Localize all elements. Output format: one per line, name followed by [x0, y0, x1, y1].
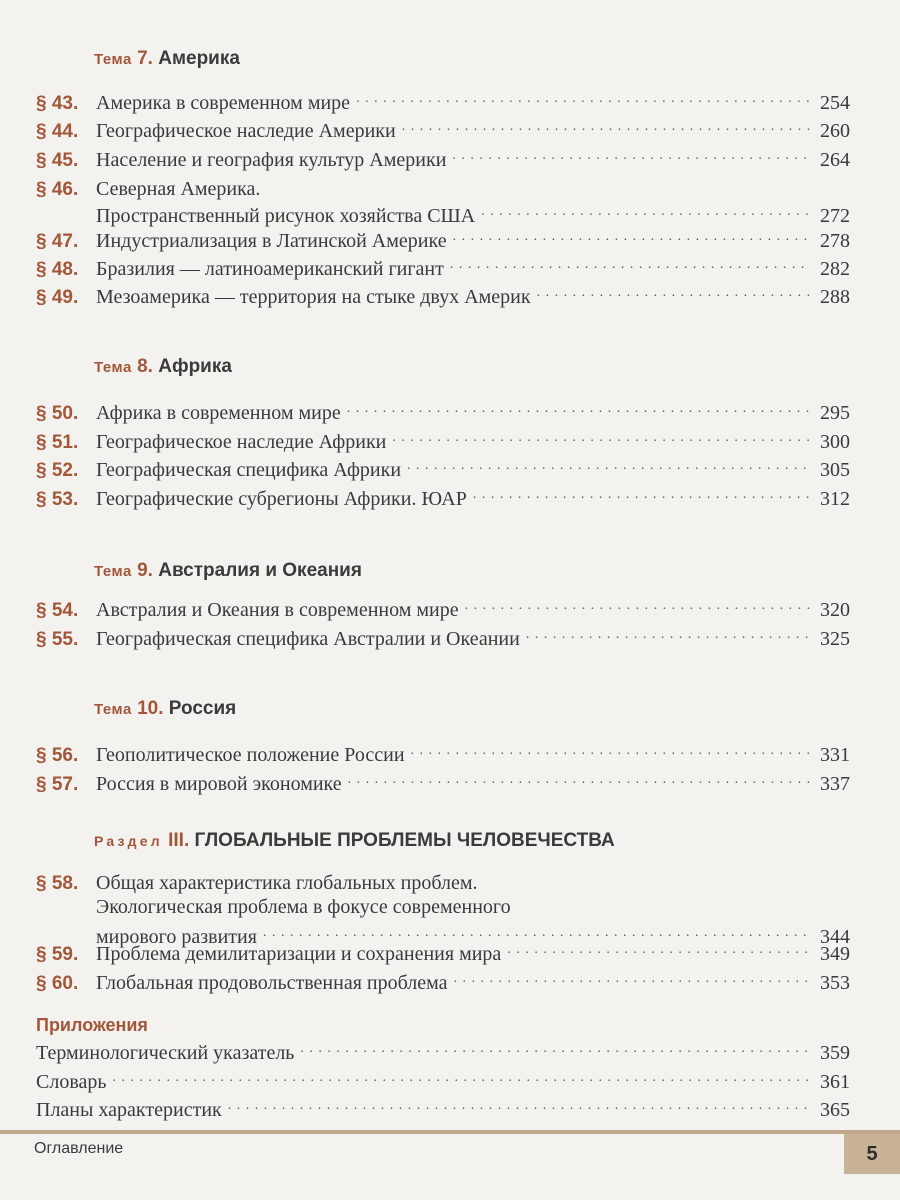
toc-entry[interactable]: [36, 176, 850, 230]
section-heading: [94, 830, 615, 852]
toc-entry[interactable]: [36, 941, 850, 968]
footer-title: Оглавление: [34, 1140, 124, 1157]
dot-leader: [481, 203, 810, 230]
entry-title: Население и география культур Америки: [96, 149, 447, 171]
section-number: III.: [168, 830, 190, 851]
page-number: 260: [820, 120, 850, 142]
page-number: 361: [820, 1071, 850, 1093]
paragraph-number: § 55.: [36, 629, 79, 650]
toc-entry[interactable]: [36, 457, 850, 484]
entry-title: Географическое наследие Африки: [96, 431, 387, 453]
paragraph-number: § 56.: [36, 745, 79, 766]
page-number: 337: [820, 773, 850, 795]
topic-number: 7.: [137, 48, 153, 69]
entry-title: Геополитическое положение России: [96, 744, 405, 766]
dot-leader: [411, 742, 810, 769]
topic-label: Тема: [94, 51, 132, 68]
section-label: Раздел: [94, 833, 163, 849]
entry-title: Терминологический указатель: [36, 1042, 295, 1064]
dot-leader: [453, 228, 810, 255]
paragraph-number: § 47.: [36, 231, 79, 252]
toc-entry[interactable]: [36, 118, 850, 145]
toc-entry[interactable]: [36, 147, 850, 174]
page-number: 305: [820, 459, 850, 481]
paragraph-number: § 49.: [36, 287, 79, 308]
topic-heading: [94, 698, 236, 720]
entry-title-line1: Северная Америка.: [96, 178, 261, 200]
page-number: 300: [820, 431, 850, 453]
page-number: 295: [820, 402, 850, 424]
paragraph-number: § 51.: [36, 432, 79, 453]
footer-rule: [0, 1130, 900, 1134]
page-number: 288: [820, 286, 850, 308]
paragraph-number: § 44.: [36, 121, 79, 142]
page-number: 359: [820, 1042, 850, 1064]
dot-leader: [465, 597, 810, 624]
entry-title: Географическая специфика Африки: [96, 459, 402, 481]
page-number: 353: [820, 972, 850, 994]
entry-title: Америка в современном мире: [96, 92, 351, 114]
appendix-heading: Приложения: [36, 1015, 148, 1035]
page-number: 325: [820, 628, 850, 650]
dot-leader: [347, 400, 810, 427]
toc-entry[interactable]: [36, 626, 850, 653]
paragraph-number: § 48.: [36, 259, 79, 280]
topic-title: Америка: [158, 48, 240, 69]
dot-leader: [356, 90, 810, 117]
entry-title: Австралия и Океания в современном мире: [96, 599, 459, 621]
page-number: 272: [820, 205, 850, 227]
paragraph-number: § 60.: [36, 973, 79, 994]
footer-page-number: 5: [844, 1134, 900, 1174]
topic-heading: [94, 48, 240, 70]
toc-entry[interactable]: [36, 284, 850, 311]
topic-label: Тема: [94, 359, 132, 376]
entry-title: Глобальная продовольственная проблема: [96, 972, 448, 994]
topic-heading: [94, 560, 362, 582]
section-title: ГЛОБАЛЬНЫЕ ПРОБЛЕМЫ ЧЕЛОВЕЧЕСТВА: [194, 830, 615, 851]
toc-entry[interactable]: [36, 228, 850, 255]
toc-entry[interactable]: [36, 256, 850, 283]
page-number: 282: [820, 258, 850, 280]
dot-leader: [454, 970, 810, 997]
toc-entry[interactable]: [36, 429, 850, 456]
paragraph-number: § 50.: [36, 403, 79, 424]
dot-leader: [407, 457, 810, 484]
toc-entry[interactable]: [36, 1097, 850, 1124]
entry-title: Индустриализация в Латинской Америке: [96, 230, 447, 252]
page-number: 264: [820, 149, 850, 171]
topic-number: 8.: [137, 356, 153, 377]
entry-title: Географические субрегионы Африки. ЮАР: [96, 488, 467, 510]
toc-entry[interactable]: [36, 970, 850, 997]
dot-leader: [507, 941, 810, 968]
paragraph-number: § 59.: [36, 944, 79, 965]
paragraph-number: § 46.: [36, 179, 79, 200]
dot-leader: [537, 284, 810, 311]
toc-entry[interactable]: [36, 1040, 850, 1067]
dot-leader: [526, 626, 810, 653]
dot-leader: [228, 1097, 810, 1124]
toc-entry[interactable]: [36, 597, 850, 624]
dot-leader: [392, 429, 810, 456]
dot-leader: [113, 1069, 811, 1096]
entry-title: Россия в мировой экономике: [96, 773, 342, 795]
entry-title: Проблема демилитаризации и сохранения мира: [96, 943, 502, 965]
entry-title-line1: Общая характеристика глобальных проблем.: [96, 872, 478, 894]
paragraph-number: § 52.: [36, 460, 79, 481]
toc-entry[interactable]: [36, 870, 850, 951]
dot-leader: [300, 1040, 810, 1067]
toc-entry[interactable]: [36, 771, 850, 798]
paragraph-number: § 53.: [36, 489, 79, 510]
entry-title: Мезоамерика — территория на стыке двух Америк: [96, 286, 531, 308]
paragraph-number: § 43.: [36, 93, 79, 114]
page-number: 349: [820, 943, 850, 965]
entry-title: Географическое наследие Америки: [96, 120, 396, 142]
topic-heading: [94, 356, 232, 378]
entry-title: мирового развития: [96, 926, 257, 948]
dot-leader: [402, 118, 810, 145]
entry-title: Пространственный рисунок хозяйства США: [96, 205, 476, 227]
page-number: 344: [820, 926, 850, 948]
topic-title: Австралия и Океания: [158, 560, 362, 581]
entry-title: Африка в современном мире: [96, 402, 341, 424]
toc-entry[interactable]: [36, 1069, 850, 1096]
page-number: 278: [820, 230, 850, 252]
paragraph-number: § 57.: [36, 774, 79, 795]
topic-title: Россия: [168, 698, 237, 719]
toc-entry[interactable]: [36, 486, 850, 513]
entry-title: Планы характеристик: [36, 1099, 222, 1121]
topic-label: Тема: [94, 701, 132, 718]
page-number: 312: [820, 488, 850, 510]
toc-entry[interactable]: [36, 90, 850, 117]
topic-number: 10.: [137, 698, 164, 719]
paragraph-number: § 45.: [36, 150, 79, 171]
page-number: 320: [820, 599, 850, 621]
topic-label: Тема: [94, 563, 132, 580]
entry-title: Бразилия — латиноамериканский гигант: [96, 258, 444, 280]
topic-title: Африка: [158, 356, 232, 377]
dot-leader: [450, 256, 810, 283]
page-number: 254: [820, 92, 850, 114]
toc-entry[interactable]: [36, 742, 850, 769]
dot-leader: [473, 486, 810, 513]
paragraph-number: § 54.: [36, 600, 79, 621]
paragraph-number: § 58.: [36, 873, 79, 894]
page-number: 331: [820, 744, 850, 766]
dot-leader: [348, 771, 810, 798]
toc-entry[interactable]: [36, 400, 850, 427]
dot-leader: [452, 147, 810, 174]
entry-title: Географическая специфика Австралии и Океании: [96, 628, 520, 650]
page-number: 365: [820, 1099, 850, 1121]
entry-title-line2: Экологическая проблема в фокусе современного: [96, 896, 511, 918]
entry-title: Словарь: [36, 1071, 107, 1093]
topic-number: 9.: [137, 560, 153, 581]
